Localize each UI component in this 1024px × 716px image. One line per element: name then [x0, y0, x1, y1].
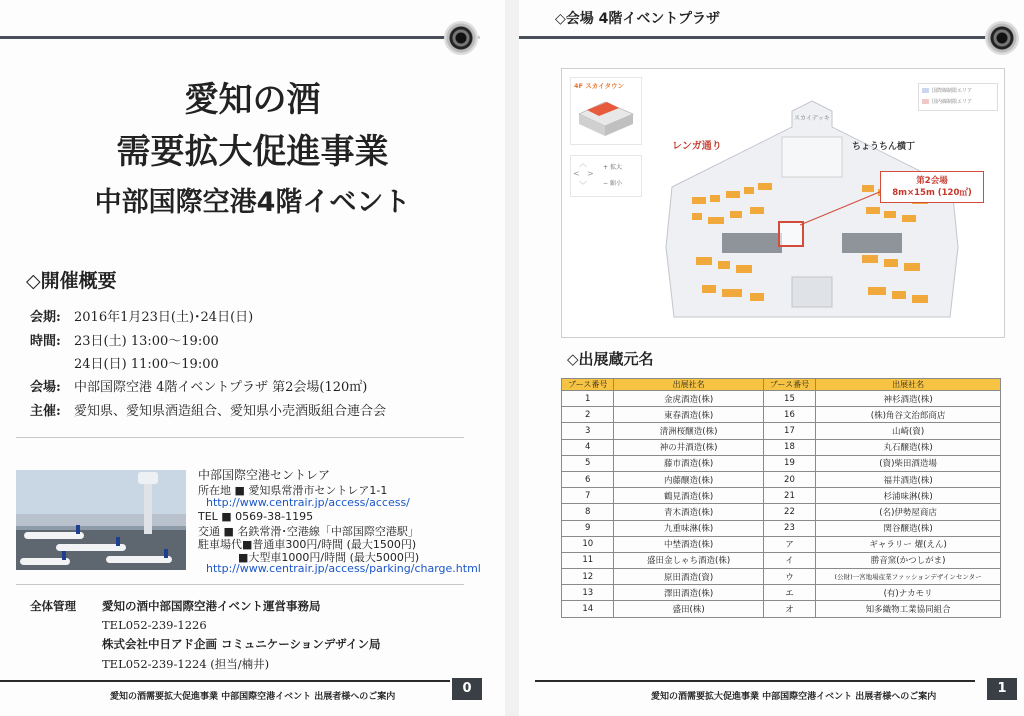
company-name: 関谷醸造(株)	[816, 520, 1001, 536]
time-value-1: 23日(土) 13:00～19:00	[74, 334, 219, 349]
company-name: 盛田金しゃち酒造(株)	[614, 552, 763, 568]
company-name: (株)角谷文治郎商店	[816, 407, 1001, 423]
table-header-row	[562, 379, 1001, 391]
divider	[16, 584, 464, 585]
table-row	[562, 585, 1001, 601]
company-name: 知多織物工業協同組合	[816, 601, 1001, 617]
centrair-name: 中部国際空港セントレア	[198, 468, 331, 482]
centrair-tel: TEL ■ 0569-38-1195	[198, 510, 314, 523]
table-row	[562, 504, 1001, 520]
company-name: 藤市酒造(株)	[614, 455, 763, 471]
parking-link[interactable]: http://www.centrair.jp/access/parking/charge.html	[206, 562, 481, 575]
company-name: 内藤醸造(株)	[614, 471, 763, 487]
company-name: 神の井酒造(株)	[614, 439, 763, 455]
parking-fee-2: ■大型車1000円/時間 (最大5000円)	[238, 551, 420, 564]
company-name: 丸石醸造(株)	[816, 439, 1001, 455]
company-name: 澤田酒造(株)	[614, 585, 763, 601]
header-rule	[519, 36, 989, 39]
company-name: 東春酒造(株)	[614, 407, 763, 423]
legend-international: 国際線制限エリア	[932, 88, 973, 94]
booth-number: 4	[562, 439, 614, 455]
management-tel-1: TEL052-239-1226	[102, 618, 207, 632]
company-name: 原田酒造(資)	[614, 569, 763, 585]
pan-arrows-icon[interactable]: ︿	[579, 159, 587, 168]
host-value: 愛知県、愛知県酒造組合、愛知県小売酒販組合連合会	[74, 404, 387, 419]
booth-number: 18	[763, 439, 815, 455]
booth-number: ウ	[763, 569, 815, 585]
table-row	[562, 423, 1001, 439]
divider	[16, 437, 464, 438]
table-row	[562, 569, 1001, 585]
period-value: 2016年1月23日(土)･24日(日)	[74, 310, 254, 325]
booth-number: 19	[763, 455, 815, 471]
time-label: 時間:	[30, 334, 61, 349]
management-tel-2: TEL052-239-1224 (担当/楠井)	[102, 657, 270, 671]
booth-number: 13	[562, 585, 614, 601]
zoom-in-button[interactable]: + 拡大	[603, 164, 622, 171]
company-name: 清洲桜醸造(株)	[614, 423, 763, 439]
venue-heading: ◇会場 4階イベントプラザ	[555, 11, 720, 27]
building-icon	[575, 92, 637, 140]
footer-rule	[535, 680, 975, 682]
page-gutter	[505, 0, 519, 716]
legend-domestic: 国内線制限エリア	[932, 99, 973, 105]
header-rule	[0, 36, 450, 39]
company-name: 九重味淋(株)	[614, 520, 763, 536]
zoom-control[interactable]	[570, 155, 642, 197]
host-label: 主催:	[30, 404, 61, 419]
booth-number: 21	[763, 488, 815, 504]
table-row	[562, 455, 1001, 471]
management-label: 全体管理	[30, 599, 76, 613]
booth-number: 9	[562, 520, 614, 536]
booth-number: 14	[562, 601, 614, 617]
booth-number: 11	[562, 552, 614, 568]
booth-number: オ	[763, 601, 815, 617]
booth-number: 7	[562, 488, 614, 504]
sky-deck-label: スカイデッキ	[794, 115, 830, 122]
table-row	[562, 601, 1001, 617]
footer-text: 愛知の酒需要拡大促進事業 中部国際空港イベント 出展者様へのご案内	[110, 692, 396, 702]
camera-lens-icon	[985, 21, 1019, 55]
booth-number: 2	[562, 407, 614, 423]
header-company-2: 出展社名	[816, 379, 1001, 391]
company-name: 鶴見酒造(株)	[614, 488, 763, 504]
venue-label: 会場:	[30, 380, 61, 395]
header-company-1: 出展社名	[614, 379, 763, 391]
footer-text: 愛知の酒需要拡大促進事業 中部国際空港イベント 出展者様へのご案内	[651, 692, 937, 702]
page-number: 0	[452, 678, 482, 700]
company-name: ギャラリー 燿(えん)	[816, 536, 1001, 552]
company-name: 神杉酒造(株)	[816, 391, 1001, 407]
zoom-in-label: 拡大	[609, 164, 622, 171]
venue-value: 中部国際空港 4階イベントプラザ 第2会場(120㎡)	[74, 380, 368, 395]
camera-lens-icon	[444, 21, 478, 55]
brewers-table	[561, 378, 1001, 618]
pan-arrows-icon[interactable]: >	[587, 169, 594, 178]
table-row	[562, 471, 1001, 487]
booth-number: 17	[763, 423, 815, 439]
callout-line-2: 8m×15m (120㎡)	[892, 188, 972, 198]
company-name: 福井酒造(株)	[816, 471, 1001, 487]
company-name: 盛田(株)	[614, 601, 763, 617]
company-name: (資)柴田酒造場	[816, 455, 1001, 471]
company-name: 青木酒造(株)	[614, 504, 763, 520]
booth-number: 12	[562, 569, 614, 585]
parking-fee-1: 駐車場代■普通車300円/時間 (最大1500円)	[198, 538, 417, 551]
table-row	[562, 536, 1001, 552]
right-page	[519, 0, 1024, 716]
management-org: 愛知の酒中部国際空港イベント運営事務局	[102, 599, 321, 613]
left-page	[0, 0, 505, 716]
callout-line-1: 第2会場	[916, 176, 948, 186]
zoom-out-label: 縮小	[609, 180, 622, 187]
booth-number: 8	[562, 504, 614, 520]
company-name: 金虎酒造(株)	[614, 391, 763, 407]
table-row	[562, 552, 1001, 568]
booth-number: 20	[763, 471, 815, 487]
booth-number: 5	[562, 455, 614, 471]
centrair-transport: 交通 ■ 名鉄常滑･空港線「中部国際空港駅」	[198, 525, 419, 538]
page-number: 1	[987, 678, 1017, 700]
period-label: 会期:	[30, 310, 61, 325]
booth-number: イ	[763, 552, 815, 568]
company-name: (名)伊勢屋商店	[816, 504, 1001, 520]
booth-number: 15	[763, 391, 815, 407]
company-name: 勝音窯(かつしがま)	[816, 552, 1001, 568]
chochin-label: ちょうちん横丁	[852, 142, 916, 152]
pan-arrows-icon[interactable]: <	[573, 169, 580, 178]
header-booth-1: ブース番号	[562, 379, 614, 391]
booth-number: 3	[562, 423, 614, 439]
table-row	[562, 391, 1001, 407]
header-booth-2: ブース番号	[763, 379, 815, 391]
table-row	[562, 488, 1001, 504]
time-value-2: 24日(日) 11:00～19:00	[74, 357, 219, 372]
company-name: 中埜酒造(株)	[614, 536, 763, 552]
booth-number: 16	[763, 407, 815, 423]
company-name: 山崎(資)	[816, 423, 1001, 439]
booth-number: ア	[763, 536, 815, 552]
booth-number: 1	[562, 391, 614, 407]
booth-number: 22	[763, 504, 815, 520]
company-name: (有)ナカモリ	[816, 585, 1001, 601]
booth-number: エ	[763, 585, 815, 601]
floor-badge	[570, 77, 642, 145]
zoom-out-button[interactable]: − 縮小	[603, 180, 622, 187]
booth-number: 23	[763, 520, 815, 536]
booth-number: 10	[562, 536, 614, 552]
overview-heading: ◇開催概要	[26, 270, 117, 292]
brewers-heading: ◇出展蔵元名	[567, 350, 654, 368]
title-line-3: 中部国際空港4階イベント	[94, 187, 411, 218]
table-row	[562, 439, 1001, 455]
booth-number: 6	[562, 471, 614, 487]
title-line-2: 需要拡大促進事業	[116, 132, 389, 172]
floor-label: 4F スカイタウン	[574, 82, 625, 90]
airport-photo	[16, 470, 186, 570]
company-name: (公財)一宮地場産業ファッションデザインセンター	[816, 569, 1001, 585]
table-row	[562, 407, 1001, 423]
pan-arrows-icon[interactable]: ﹀	[579, 181, 587, 190]
company-name: 杉浦味淋(株)	[816, 488, 1001, 504]
venue-callout	[880, 171, 984, 203]
centrair-address: 所在地 ■ 愛知県常滑市セントレア1-1	[198, 484, 388, 497]
floor-map[interactable]	[561, 68, 1005, 338]
renga-street-label: レンガ通り	[672, 141, 722, 152]
management-company: 株式会社中日アド企画 コミュニケーションデザイン局	[102, 637, 381, 651]
footer-rule	[0, 680, 450, 682]
title-line-1: 愛知の酒	[184, 80, 321, 120]
access-link[interactable]: http://www.centrair.jp/access/access/	[206, 496, 410, 509]
table-row	[562, 520, 1001, 536]
